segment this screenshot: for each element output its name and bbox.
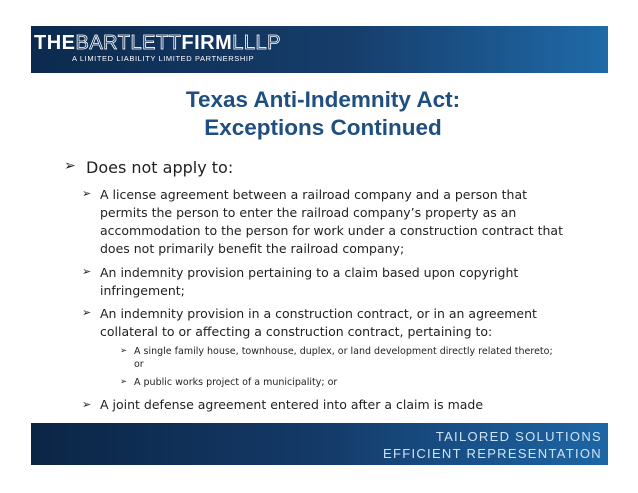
logo-subtitle: A LIMITED LIABILITY LIMITED PARTNERSHIP <box>72 54 255 63</box>
footer-tagline-1: TAILORED SOLUTIONS <box>435 429 602 444</box>
arrow-bullet-icon: ➢ <box>82 265 92 278</box>
item1-line1: A license agreement between a railroad company and a person that <box>100 187 528 202</box>
footer-tagline-2: EFFICIENT REPRESENTATION <box>383 446 602 461</box>
slide-title <box>0 86 638 142</box>
title-line-2: Exceptions Continued <box>204 115 442 140</box>
logo-part-bartlett: BARTLETT <box>75 32 182 54</box>
arrow-bullet-icon: ➢ <box>82 398 92 411</box>
logo-part-the: THE <box>34 32 76 54</box>
item1-line3: accommodation to the person for work under a construction contract that <box>100 223 563 238</box>
arrow-bullet-icon: ➢ <box>82 187 92 200</box>
item2-line1: An indemnity provision pertaining to a claim based upon copyright <box>100 265 519 280</box>
item3-line1: An indemnity provision in a construction contract, or in an agreement <box>100 306 537 321</box>
footer-band <box>31 423 608 465</box>
header-band <box>31 26 608 73</box>
arrow-bullet-icon: ➢ <box>64 158 76 174</box>
sub1-line2: or <box>134 359 144 370</box>
item2-line2: infringement; <box>100 283 185 298</box>
firm-logo <box>34 32 281 54</box>
sub2-line: A public works project of a municipality; or <box>134 377 338 388</box>
item4-line: A joint defense agreement entered into after a claim is made <box>100 397 484 412</box>
sub1-line1: A single family house, townhouse, duplex, or land development directly related thereto; <box>134 346 553 357</box>
bullet-does-not-apply: Does not apply to: <box>86 158 234 177</box>
arrow-bullet-icon: ➢ <box>82 306 92 319</box>
logo-part-lllp: LLLP <box>232 32 281 54</box>
item3-line2: collateral to or affecting a construction contract, pertaining to: <box>100 324 493 339</box>
arrow-bullet-icon: ➢ <box>120 377 128 387</box>
item1-line2: permits the person to enter the railroad company’s property as an <box>100 205 517 220</box>
item1-line4: does not primarily benefit the railroad company; <box>100 241 405 256</box>
arrow-bullet-icon: ➢ <box>120 346 128 356</box>
logo-part-firm: FIRM <box>181 32 233 54</box>
title-line-1: Texas Anti-Indemnity Act: <box>185 87 461 112</box>
